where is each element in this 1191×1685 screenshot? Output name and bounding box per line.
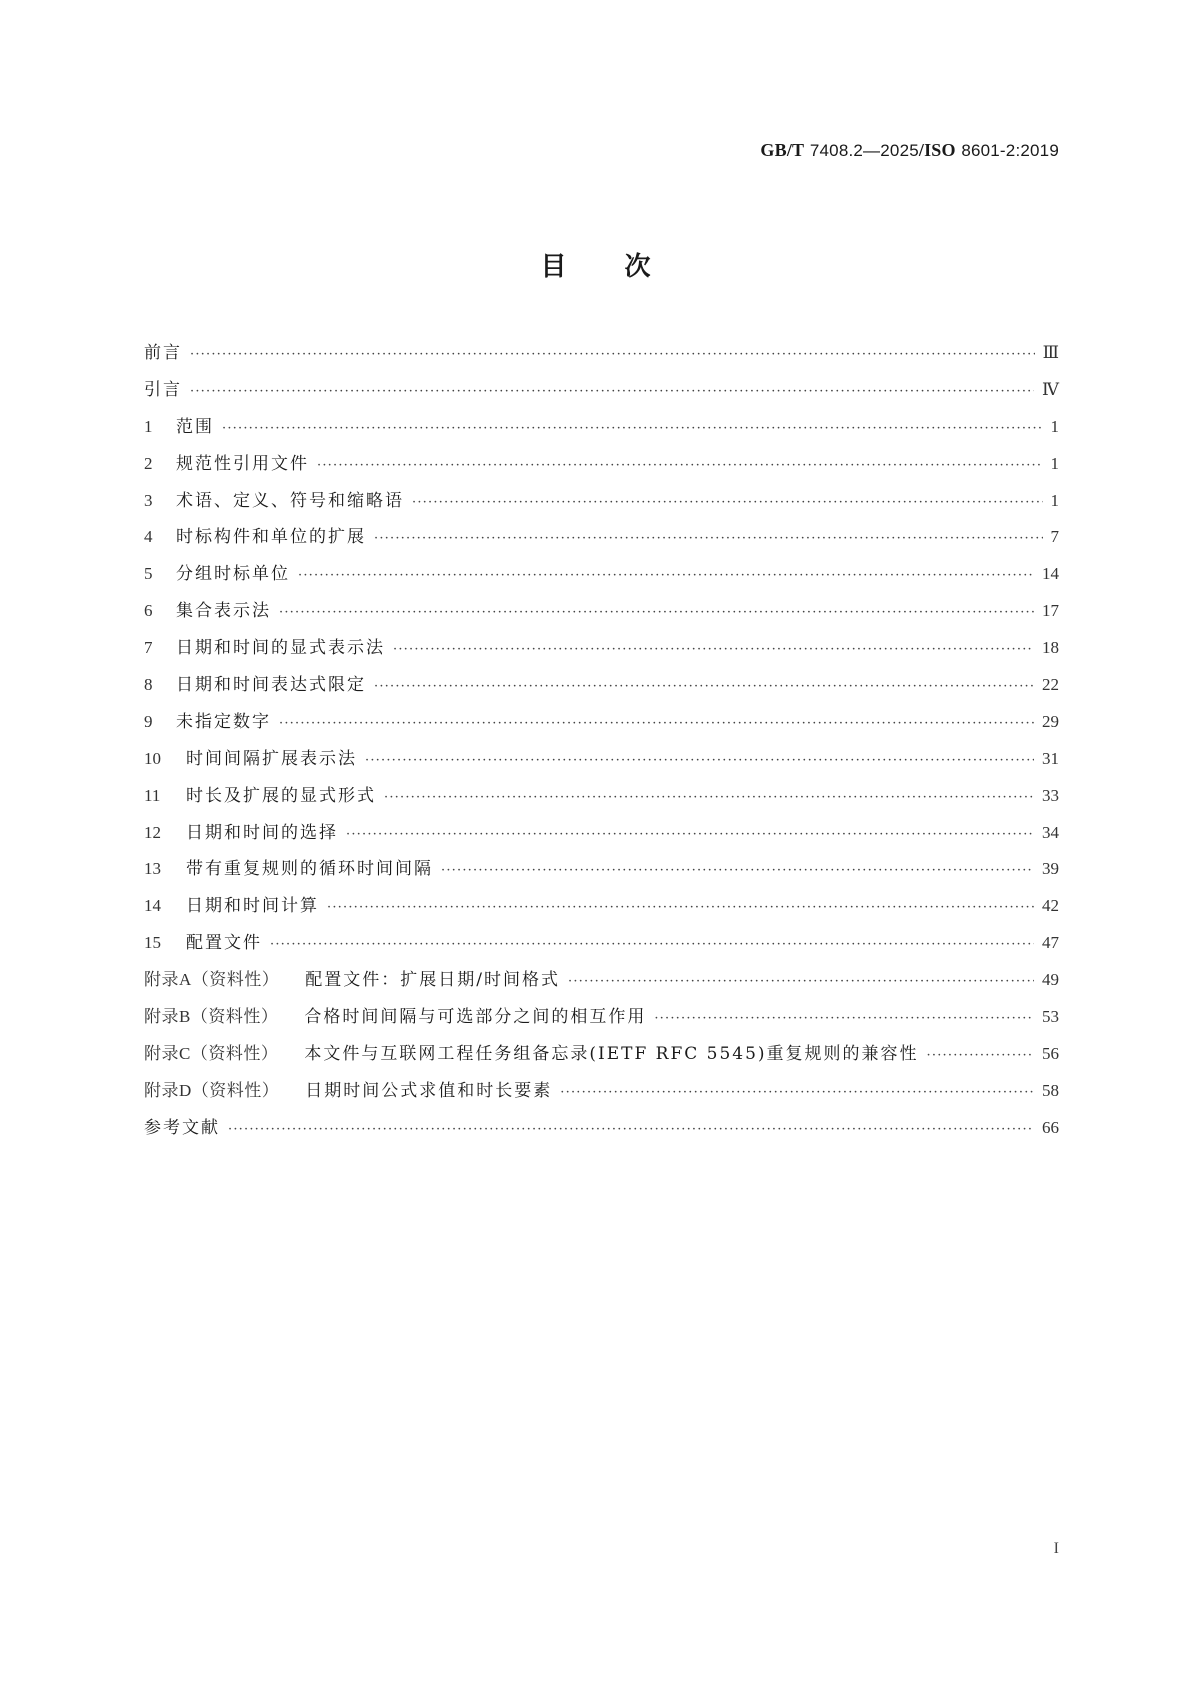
toc-entry-label: 参考文献 — [144, 1117, 220, 1138]
toc-entry-number: 15 — [144, 933, 161, 953]
toc-entry[interactable] — [144, 1076, 1059, 1113]
toc-entry-page: 66 — [1042, 1117, 1059, 1137]
toc-entry[interactable] — [144, 375, 1059, 412]
toc-entry-label: 引言 — [144, 379, 182, 400]
toc-entry-label: 时间间隔扩展表示法 — [186, 748, 357, 769]
toc-annex-label: 附录C（资料性） — [144, 1043, 279, 1063]
table-of-contents — [144, 338, 1059, 1150]
toc-entry-page: 14 — [1042, 564, 1059, 584]
toc-entry[interactable] — [144, 854, 1059, 891]
toc-entry[interactable] — [144, 670, 1059, 707]
toc-entry-page: 7 — [1050, 527, 1059, 547]
toc-entry-page: 31 — [1042, 748, 1059, 768]
toc-entry[interactable] — [144, 338, 1059, 375]
toc-entry[interactable] — [144, 633, 1059, 670]
toc-entry-label: 规范性引用文件 — [176, 453, 309, 474]
toc-leader-dots — [279, 716, 1034, 731]
toc-entry-number: 9 — [144, 711, 153, 731]
toc-entry[interactable] — [144, 412, 1059, 449]
toc-entry-page: 34 — [1042, 822, 1059, 842]
toc-entry[interactable] — [144, 707, 1059, 744]
toc-entry-label: 配置文件：扩展日期/时间格式 — [305, 970, 561, 991]
toc-entry[interactable] — [144, 596, 1059, 633]
toc-entry-number: 14 — [144, 896, 161, 916]
toc-annex-label: 附录A（资料性） — [144, 970, 280, 990]
toc-entry-label: 日期和时间计算 — [186, 896, 319, 917]
toc-leader-dots — [384, 790, 1034, 805]
toc-entry-page: 58 — [1042, 1080, 1059, 1100]
toc-entry-label: 时长及扩展的显式形式 — [186, 785, 376, 806]
toc-entry-number: 6 — [144, 601, 153, 621]
toc-entry-page: 47 — [1042, 933, 1059, 953]
toc-leader-dots — [568, 974, 1034, 989]
toc-entry-page: 1 — [1050, 416, 1059, 436]
toc-leader-dots — [412, 495, 1043, 510]
gb-prefix: GB/T — [760, 140, 805, 160]
toc-leader-dots — [365, 753, 1034, 768]
iso-prefix: ISO — [924, 140, 956, 160]
toc-leader-dots — [441, 863, 1034, 878]
standard-number-header: GB/T 7408.2—2025/ISO 8601-2:2019 — [760, 140, 1059, 160]
toc-leader-dots — [222, 421, 1043, 436]
toc-entry-label: 本文件与互联网工程任务组备忘录(IETF RFC 5545)重复规则的兼容性 — [304, 1043, 919, 1064]
toc-entry-page: 17 — [1042, 601, 1059, 621]
toc-entry[interactable] — [144, 522, 1059, 559]
toc-entry-label: 时标构件和单位的扩展 — [176, 527, 366, 548]
toc-entry[interactable] — [144, 965, 1059, 1002]
toc-entry-number: 5 — [144, 564, 153, 584]
toc-entry-page: 22 — [1042, 675, 1059, 695]
toc-entry-label: 日期和时间的显式表示法 — [176, 638, 385, 659]
toc-entry-label: 前言 — [144, 343, 182, 363]
toc-entry-number: 8 — [144, 675, 153, 695]
toc-annex-label: 附录B（资料性） — [144, 1007, 279, 1027]
toc-leader-dots — [327, 900, 1034, 915]
toc-entry[interactable] — [144, 891, 1059, 928]
toc-entry-label: 带有重复规则的循环时间间隔 — [186, 859, 433, 880]
toc-leader-dots — [654, 1011, 1034, 1026]
toc-leader-dots — [190, 384, 1034, 399]
toc-entry-number: 13 — [144, 859, 161, 879]
toc-entry[interactable] — [144, 559, 1059, 596]
toc-entry-page: 33 — [1042, 785, 1059, 805]
toc-entry-number: 3 — [144, 490, 153, 510]
toc-entry-page: Ⅲ — [1042, 343, 1059, 362]
toc-entry-page: 1 — [1050, 490, 1059, 510]
toc-leader-dots — [279, 605, 1034, 620]
toc-leader-dots — [393, 642, 1034, 657]
toc-entry-page: 29 — [1042, 711, 1059, 731]
toc-entry-label: 配置文件 — [186, 933, 262, 954]
toc-entry[interactable] — [144, 1113, 1059, 1150]
toc-entry-page: Ⅳ — [1042, 379, 1059, 399]
toc-entry-label: 合格时间间隔与可选部分之间的相互作用 — [304, 1007, 647, 1028]
toc-entry-label: 集合表示法 — [176, 601, 271, 622]
toc-entry-page: 1 — [1050, 453, 1059, 473]
toc-entry-label: 范围 — [176, 416, 214, 437]
toc-entry-page: 53 — [1042, 1007, 1059, 1027]
toc-leader-dots — [374, 679, 1034, 694]
toc-entry-page: 39 — [1042, 859, 1059, 879]
toc-leader-dots — [374, 531, 1043, 546]
toc-annex-label: 附录D（资料性） — [144, 1080, 280, 1100]
toc-entry-label: 日期时间公式求值和时长要素 — [305, 1080, 553, 1101]
toc-entry[interactable] — [144, 1039, 1059, 1076]
toc-entry[interactable] — [144, 818, 1059, 855]
page-number: I — [1053, 1540, 1059, 1557]
toc-entry-label: 分组时标单位 — [176, 564, 290, 585]
toc-entry[interactable] — [144, 449, 1059, 486]
toc-entry-number: 11 — [144, 785, 161, 805]
toc-leader-dots — [927, 1048, 1034, 1063]
toc-leader-dots — [228, 1122, 1034, 1137]
toc-leader-dots — [560, 1085, 1034, 1100]
toc-entry-page: 42 — [1042, 896, 1059, 916]
toc-entry-number: 2 — [144, 453, 153, 473]
toc-entry-page: 49 — [1042, 970, 1059, 990]
toc-entry-number: 4 — [144, 527, 153, 547]
toc-entry-label: 日期和时间表达式限定 — [176, 675, 366, 696]
toc-entry[interactable] — [144, 486, 1059, 523]
toc-leader-dots — [190, 347, 1035, 362]
toc-entry-number: 1 — [144, 416, 153, 436]
toc-entry[interactable] — [144, 1002, 1059, 1039]
toc-entry-number: 12 — [144, 822, 161, 842]
toc-entry-number: 10 — [144, 748, 161, 768]
toc-leader-dots — [346, 827, 1034, 842]
iso-number: 8601-2:2019 — [961, 141, 1059, 160]
toc-entry-page: 18 — [1042, 638, 1059, 658]
toc-entry[interactable] — [144, 781, 1059, 818]
toc-leader-dots — [317, 458, 1043, 473]
toc-entry-label: 术语、定义、符号和缩略语 — [176, 490, 404, 511]
gb-number: 7408.2—2025 — [809, 141, 919, 160]
page-title: 目次 — [540, 252, 709, 282]
toc-entry-label: 未指定数字 — [176, 711, 271, 732]
toc-entry[interactable] — [144, 928, 1059, 965]
toc-leader-dots — [270, 937, 1034, 952]
toc-entry-page: 56 — [1042, 1043, 1059, 1063]
toc-entry-number: 7 — [144, 638, 153, 658]
toc-entry[interactable] — [144, 744, 1059, 781]
toc-entry-label: 日期和时间的选择 — [186, 822, 338, 843]
toc-leader-dots — [298, 568, 1034, 583]
